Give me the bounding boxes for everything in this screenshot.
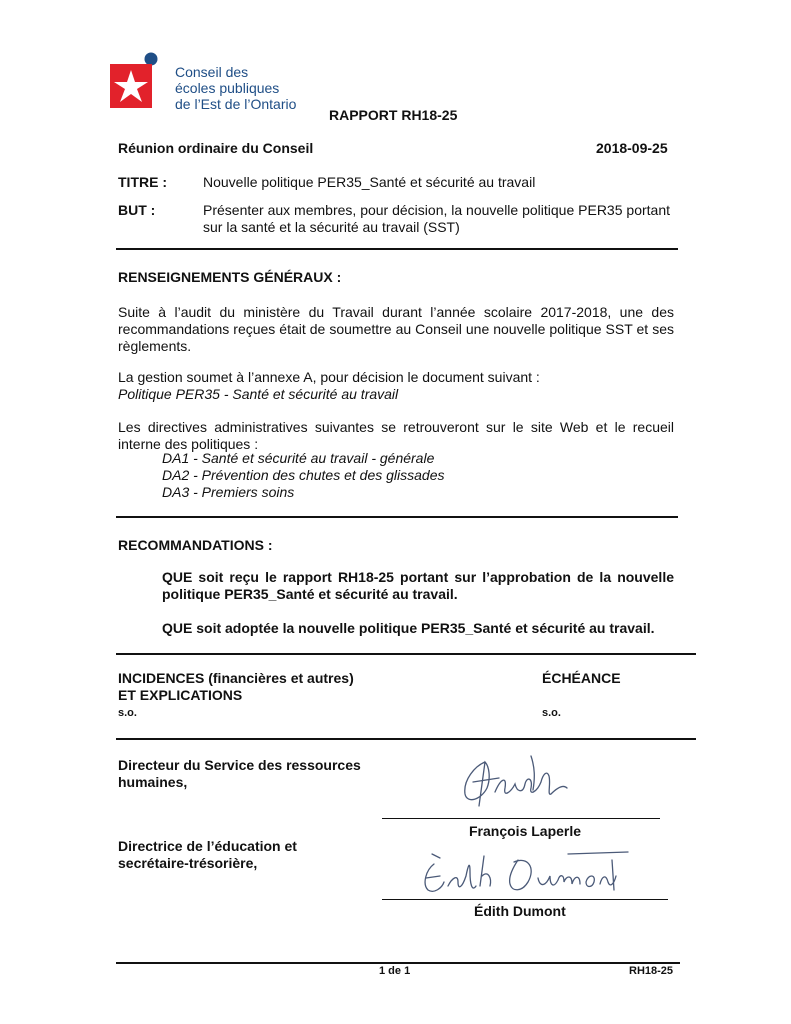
handwritten-signature [418, 846, 638, 902]
recommendation-item: QUE soit reçu le rapport RH18-25 portant sur l’approbation de la nouvelle politique PER35_Santé et sécurité au travail. [162, 569, 674, 602]
footer-reference: RH18-25 [629, 965, 674, 977]
general-info-paragraph: Les directives administratives suivantes se retrouveront sur le site Web et le recueil interne des politiques : [118, 419, 674, 452]
section-divider [116, 738, 696, 740]
purpose-text: Présenter aux membres, pour décision, la nouvelle politique PER35 portant sur la santé et la sécurité au travail (SST) [203, 202, 670, 235]
logo-line: Conseil des [175, 64, 249, 80]
meeting-type: Réunion ordinaire du Conseil [118, 140, 314, 156]
school-board-name [175, 64, 296, 112]
signatory-role [118, 838, 297, 872]
signatory-role-line: humaines, [118, 774, 188, 790]
page-number: 1 de 1 [379, 965, 411, 977]
directive-item [162, 450, 434, 467]
general-info-paragraph: Suite à l’audit du ministère du Travail durant l’année scolaire 2017-2018, une des recommandations reçues était de soumettre au Conseil une nouvelle politique SST et ses règlements. [118, 304, 674, 354]
school-board-logo-icon [110, 52, 162, 110]
report-title: RAPPORT RH18-25 [329, 107, 458, 123]
section-divider [116, 516, 678, 518]
directive-text: - Santé et sécurité au travail - générale [189, 450, 435, 466]
directive-text: - Premiers soins [189, 484, 295, 500]
signatory-role [118, 757, 361, 791]
general-info-paragraph: La gestion soumet à l’annexe A, pour décision le document suivant : [118, 369, 540, 385]
directive-code: DA1 [162, 450, 190, 466]
directive-code: DA2 [162, 467, 190, 483]
meeting-date: 2018-09-25 [596, 140, 668, 156]
signature-line [382, 818, 660, 819]
implications-value: s.o. [118, 707, 137, 719]
deadline-heading: ÉCHÉANCE [542, 670, 621, 686]
signatory-name: François Laperle [469, 823, 582, 839]
implications-heading-line: ET EXPLICATIONS [118, 687, 243, 703]
handwritten-signature [455, 748, 585, 818]
policy-name: Politique PER35 - Santé et sécurité au travail [118, 386, 399, 402]
recommendation-item: QUE soit adoptée la nouvelle politique PER35_Santé et sécurité au travail. [162, 620, 655, 636]
signatory-role-line: Directeur du Service des ressources [118, 757, 361, 773]
title-text: Nouvelle politique PER35_Santé et sécurité au travail [203, 174, 536, 190]
directive-code: DA3 [162, 484, 190, 500]
general-info-heading: RENSEIGNEMENTS GÉNÉRAUX : [118, 269, 342, 285]
signatory-role-line: Directrice de l’éducation et [118, 838, 297, 854]
signatory-role-line: secrétaire-trésorière, [118, 855, 258, 871]
logo-line: de l’Est de l’Ontario [175, 96, 297, 112]
recommendations-heading: RECOMMANDATIONS : [118, 537, 273, 553]
signatory-name: Édith Dumont [474, 903, 566, 919]
title-label: TITRE : [118, 174, 167, 190]
directive-text: - Prévention des chutes et des glissades [189, 467, 445, 483]
implications-heading-line: INCIDENCES (financières et autres) [118, 670, 354, 686]
implications-heading [118, 670, 354, 704]
deadline-value: s.o. [542, 707, 561, 719]
directive-item [162, 484, 294, 501]
directive-item [162, 467, 445, 484]
purpose-label: BUT : [118, 202, 156, 218]
section-divider [116, 653, 696, 655]
signature-line [382, 899, 668, 900]
logo-line: écoles publiques [175, 80, 280, 96]
section-divider [116, 248, 678, 250]
footer-divider [116, 962, 680, 964]
